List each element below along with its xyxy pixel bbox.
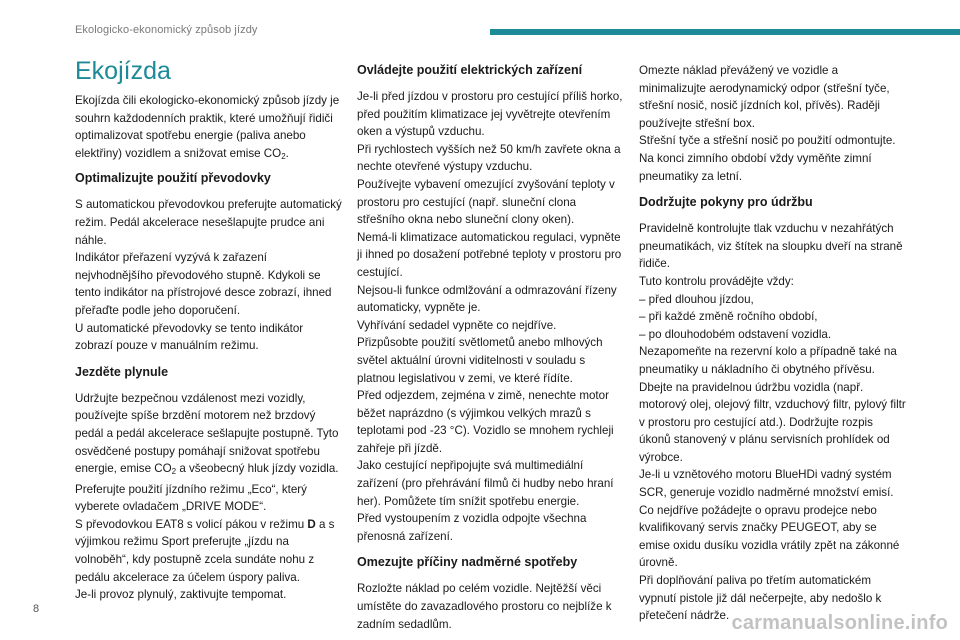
paragraph: Je-li před jízdou v prostoru pro cestující příliš horko, před použitím klimatizace jej vyvětrejte otevřením oken a výstupů vzduchu. — [357, 90, 623, 139]
paragraph: Nemá-li klimatizace automatickou regulaci, vypněte ji ihned po dosažení potřebné teploty v prostoru pro cestující. — [357, 230, 622, 279]
paragraph — [75, 516, 343, 586]
paragraph: Rozložte náklad po celém vozidle. Nejtěžší věci umístěte do zavazadlového prostoru co nejblíže k zadním sedadlům. — [357, 582, 612, 631]
paragraph: Před vystoupením z vozidla odpojte všechna přenosná zařízení. — [357, 512, 587, 543]
section-heading-gearbox: Optimalizujte použití převodovky — [75, 171, 271, 186]
column-middle — [357, 62, 625, 633]
subscript: 2 — [171, 467, 177, 477]
intro-paragraph — [75, 92, 343, 165]
paragraph: Omezte náklad převážený ve vozidle a minimalizujte aerodynamický odpor (střešní tyče, střešní nosič, nosič jízdních kol, přívěs). Raději používejte střešní box. — [639, 64, 890, 130]
paragraph: Indikátor přeřazení vyzývá k zařazení nejvhodnějšího převodového stupně. Kdykoli se tento indikátor na přístrojové desce zobrazí, ihned přeřaďte podle jeho doporučení. — [75, 251, 332, 317]
section-heading-maintenance: Dodržujte pokyny pro údržbu — [639, 195, 813, 210]
paragraph: U automatické převodovky se tento indikátor zobrazí pouze v manuálním režimu. — [75, 321, 304, 353]
paragraph: Přizpůsobte použití světlometů anebo mlhových světel aktuální úrovni viditelnosti v souladu s platnou legislativou v zemi, ve které řídíte. — [357, 336, 603, 385]
list-item: – po dlouhodobém odstavení vozidla. — [639, 327, 832, 341]
paragraph — [75, 390, 343, 481]
paragraph: Preferujte použití jízdního režimu „Eco“, který vyberete ovladačem „DRIVE MODE“. — [75, 482, 307, 514]
paragraph: Na konci zimního období vždy vyměňte zimní pneumatiky za letní. — [639, 151, 872, 183]
paragraph: S automatickou převodovkou preferujte automatický režim. Pedál akcelerace nesešlapujte prudce ani náhle. — [75, 198, 342, 247]
paragraph: Vyhřívání sedadel vypněte co nejdříve. — [357, 318, 557, 332]
intro-subscript: 2 — [281, 151, 286, 161]
paragraph: Při rychlostech vyšších než 50 km/h zavřete okna a nechte otevřené výstupy vzduchu. — [357, 142, 621, 174]
paragraph: Nezapomeňte na rezervní kolo a případně také na pneumatiky u nákladního či obytného přívěsu. — [639, 345, 897, 376]
watermark: carmanualsonline.info — [731, 612, 948, 634]
column-right — [639, 62, 907, 625]
paragraph: Před odjezdem, zejména v zimě, nenechte motor běžet naprázdno (s výjimkou velkých mrazů s teplotami pod -23 °C). Vozidlo se mnohem rychleji zahřeje při jízdě. — [357, 389, 614, 455]
paragraph: Dbejte na pravidelnou údržbu vozidla (např. motorový olej, olejový filtr, vzduchový filtr, pylový filtr v prostoru pro cestující atd.). Dodržujte rozpis úkonů stanovený v plánu servisních prohlídek od výrobce. — [639, 380, 906, 464]
section-heading-smooth-driving: Jezděte plynule — [75, 364, 169, 379]
paragraph: Používejte vybavení omezující zvyšování teploty v prostoru pro cestující (např. sluneční clona střešního okna nebo sluneční clony oken). — [357, 177, 615, 227]
list-item: – před dlouhou jízdou, — [639, 292, 754, 306]
section-heading-electrical: Ovládejte použití elektrických zařízení — [357, 63, 583, 77]
paragraph: Tuto kontrolu provádějte vždy: — [639, 274, 794, 288]
page-number: 8 — [33, 603, 40, 615]
paragraph: Střešní tyče a střešní nosič po použití odmontujte. — [639, 134, 896, 148]
text-part: a všeobecný hluk jízdy vozidla. — [176, 462, 339, 476]
list-item: – při každé změně ročního období, — [639, 310, 818, 324]
text-part: Udržujte bezpečnou vzdálenost mezi vozidly, používejte spíše brzdění motorem než brzdový pedál a pedál akcelerace sešlapujte postupně. Tyto osvědčené postupy pomáhají snižovat spotřebu energie, emise CO — [75, 391, 339, 476]
column-left — [75, 56, 343, 604]
paragraph: Při doplňování paliva po třetím automatickém vypnutí pistole již dál nečerpejte, aby nedošlo k přetečení nádrže. — [639, 574, 882, 623]
paragraph: Pravidelně kontrolujte tlak vzduchu v nezahřátých pneumatikách, viz štítek na sloupku dveří na straně řidiče. — [639, 222, 903, 271]
intro-end: . — [285, 146, 289, 160]
intro-text: Ekojízda čili ekologicko-ekonomický způsob jízdy je souhrn každodenních praktik, které umožňují řidiči optimalizovat spotřebu energie (paliva anebo elektřiny) vozidlem a snižovat emise CO — [75, 94, 340, 160]
paragraph: Jako cestující nepřipojujte svá multimediální zařízení (pro přehrávání filmů či hudby nebo hraní her). Pomůžete tím snížit spotřebu energie. — [357, 459, 614, 508]
paragraph: Nejsou-li funkce odmlžování a odmrazování řízeny automaticky, vypněte je. — [357, 283, 617, 315]
bold-mode-letter: D — [307, 517, 316, 531]
header-accent-bar — [490, 29, 960, 35]
text-part: a s výjimkou režimu Sport preferujte „jízdu na volnoběh“, kdy postupně zcela sundáte nohu z pedálu akcelerace za účelem úspory paliva. — [75, 517, 335, 584]
text-part: S převodovkou EAT8 s volicí pákou v režimu — [75, 517, 308, 531]
running-header: Ekologicko-ekonomický způsob jízdy — [75, 24, 258, 36]
section-heading-consumption: Omezujte příčiny nadměrné spotřeby — [357, 555, 578, 570]
page-title: Ekojízda — [75, 57, 171, 85]
paragraph: Je-li u vznětového motoru BlueHDi vadný systém SCR, generuje vozidlo nadměrné množství emisí. Co nejdříve požádejte o opravu prodejce nebo kvalifikovaný servis značky PEUGEOT, aby se emise oxidu dusíku vozidla vrátily zpět na zákonné úrovně. — [639, 468, 900, 570]
paragraph: Je-li provoz plynulý, zaktivujte tempomat. — [75, 588, 287, 602]
